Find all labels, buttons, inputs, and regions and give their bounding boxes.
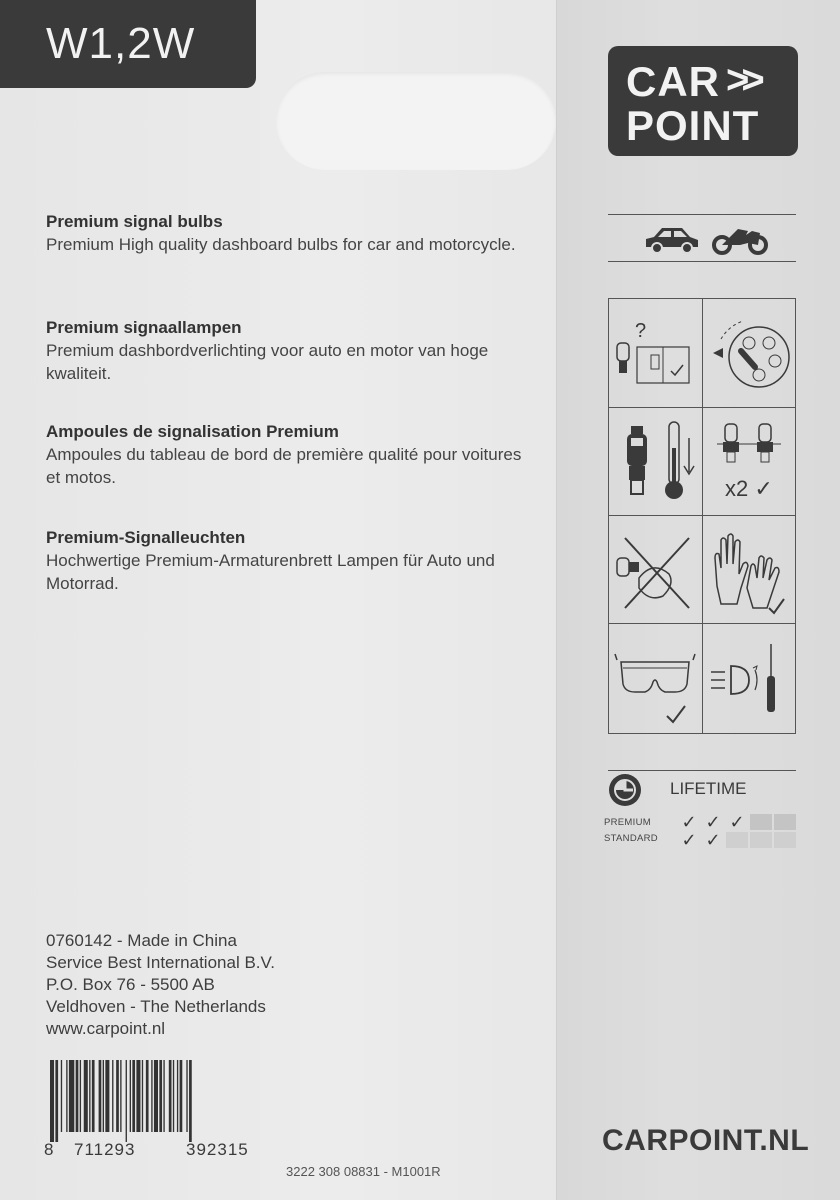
standard-label: STANDARD bbox=[604, 833, 658, 844]
barcode-bar bbox=[92, 1060, 95, 1132]
website-link: www.carpoint.nl bbox=[46, 1019, 166, 1038]
vehicle-icons bbox=[608, 214, 796, 262]
bulb-pair-icon bbox=[703, 408, 796, 516]
wattage-badge: W1,2W bbox=[0, 0, 256, 88]
headlight-screwdriver-icon bbox=[703, 624, 796, 732]
barcode-bar bbox=[103, 1060, 104, 1132]
barcode-bar bbox=[126, 1060, 127, 1142]
section-english bbox=[46, 210, 526, 256]
cell-cool-down bbox=[609, 408, 702, 516]
car-icon bbox=[642, 219, 702, 259]
barcode-bar bbox=[173, 1060, 174, 1132]
lifetime-empty-cell bbox=[774, 832, 796, 848]
x2-check-label: x2 ✓ bbox=[725, 476, 773, 501]
barcode-bar bbox=[180, 1060, 183, 1132]
barcode-bar bbox=[80, 1060, 81, 1132]
barcode-bar bbox=[99, 1060, 102, 1132]
website-bottom: CARPOINT.NL bbox=[602, 1124, 810, 1157]
barcode-bar bbox=[177, 1060, 178, 1132]
barcode-group2: 392315 bbox=[186, 1140, 249, 1159]
barcode-bar bbox=[130, 1060, 131, 1132]
safety-glasses-icon bbox=[609, 624, 702, 732]
barcode-bar bbox=[84, 1060, 88, 1132]
cell-replace-pair bbox=[703, 408, 796, 516]
logo-arrows: >> bbox=[726, 58, 757, 102]
clock-icon bbox=[608, 773, 642, 807]
lifetime-check-cell: ✓ bbox=[705, 812, 721, 832]
barcode-group1: 711293 bbox=[74, 1140, 136, 1159]
section-body: Premium High quality dashboard bulbs for car and motorcycle. bbox=[46, 235, 516, 254]
barcode-bar bbox=[89, 1060, 90, 1132]
cell-headlight-adjust bbox=[703, 624, 796, 732]
lifetime-empty-cell bbox=[774, 814, 796, 830]
barcode-first-digit: 8 bbox=[44, 1140, 55, 1159]
barcode-bar bbox=[159, 1060, 162, 1132]
dashboard-lamp-icon bbox=[703, 299, 796, 407]
barcode-bar bbox=[132, 1060, 135, 1132]
lifetime-rating bbox=[604, 770, 796, 851]
cell-safety-glasses bbox=[609, 624, 702, 732]
no-touch-glass-icon bbox=[609, 516, 702, 624]
section-body: Ampoules du tableau de bord de première qualité pour voitures et motos. bbox=[46, 445, 522, 487]
barcode-bar bbox=[120, 1060, 121, 1132]
address-block bbox=[46, 930, 275, 1040]
logo-line1: CAR bbox=[626, 58, 720, 105]
hang-hole bbox=[276, 72, 556, 170]
barcode-bar bbox=[116, 1060, 119, 1132]
lifetime-empty-cell bbox=[750, 832, 772, 848]
lifetime-empty-cell bbox=[726, 832, 748, 848]
barcode-bar bbox=[136, 1060, 140, 1132]
cell-gloves bbox=[703, 516, 796, 624]
section-heading: Ampoules de signalisation Premium bbox=[46, 422, 339, 441]
section-heading: Premium signaallampen bbox=[46, 318, 242, 337]
product-code: 3222 308 08831 - M1001R bbox=[286, 1164, 441, 1179]
barcode-bar bbox=[146, 1060, 149, 1132]
barcode-bar bbox=[105, 1060, 109, 1132]
question-mark: ? bbox=[635, 320, 647, 342]
cell-check-manual bbox=[609, 299, 702, 407]
motorcycle-icon bbox=[710, 219, 770, 259]
lifetime-check-cell: ✓ bbox=[681, 830, 697, 850]
barcode-bar bbox=[69, 1060, 74, 1132]
barcode-bar bbox=[142, 1060, 143, 1132]
premium-label: PREMIUM bbox=[604, 817, 651, 828]
section-german bbox=[46, 526, 526, 595]
barcode-bar bbox=[151, 1060, 152, 1132]
section-dutch bbox=[46, 316, 526, 385]
gloves-icon bbox=[703, 516, 796, 624]
cell-no-touch bbox=[609, 516, 702, 624]
section-heading: Premium signal bulbs bbox=[46, 212, 223, 231]
lifetime-check-cell: ✓ bbox=[681, 812, 697, 832]
barcode-bar bbox=[169, 1060, 172, 1132]
barcode-bar bbox=[50, 1060, 54, 1142]
logo-line2: POINT bbox=[626, 102, 760, 149]
barcode-bar bbox=[76, 1060, 79, 1132]
barcode-bar bbox=[55, 1060, 58, 1142]
barcode-bar bbox=[154, 1060, 158, 1132]
lifetime-empty-cell bbox=[750, 814, 772, 830]
section-body: Hochwertige Premium-Armaturenbrett Lampen für Auto und Motorrad. bbox=[46, 551, 495, 593]
barcode-bar bbox=[112, 1060, 113, 1132]
barcode-bar bbox=[66, 1060, 67, 1132]
lifetime-check-cell: ✓ bbox=[729, 812, 745, 832]
instruction-grid bbox=[608, 298, 796, 734]
barcode-bar bbox=[186, 1060, 187, 1132]
manual-bulb-icon bbox=[609, 299, 702, 407]
lifetime-label: LIFETIME bbox=[670, 779, 747, 798]
barcode-bar bbox=[163, 1060, 164, 1132]
address-line: Service Best International B.V. bbox=[46, 953, 276, 972]
section-french bbox=[46, 420, 526, 489]
address-line: P.O. Box 76 - 5500 AB bbox=[46, 975, 215, 994]
address-line: 0760142 - Made in China bbox=[46, 931, 237, 950]
section-body: Premium dashbordverlichting voor auto en motor van hoge kwaliteit. bbox=[46, 341, 489, 383]
carpoint-logo bbox=[608, 46, 798, 156]
barcode-bar bbox=[189, 1060, 192, 1142]
address-line: Veldhoven - The Netherlands bbox=[46, 997, 266, 1016]
barcode-bar bbox=[61, 1060, 62, 1132]
section-heading: Premium-Signalleuchten bbox=[46, 528, 246, 547]
barcode bbox=[48, 1060, 292, 1142]
cell-dashboard-lamp bbox=[703, 299, 796, 407]
thermometer-icon bbox=[609, 408, 702, 516]
lifetime-check-cell: ✓ bbox=[705, 830, 721, 850]
